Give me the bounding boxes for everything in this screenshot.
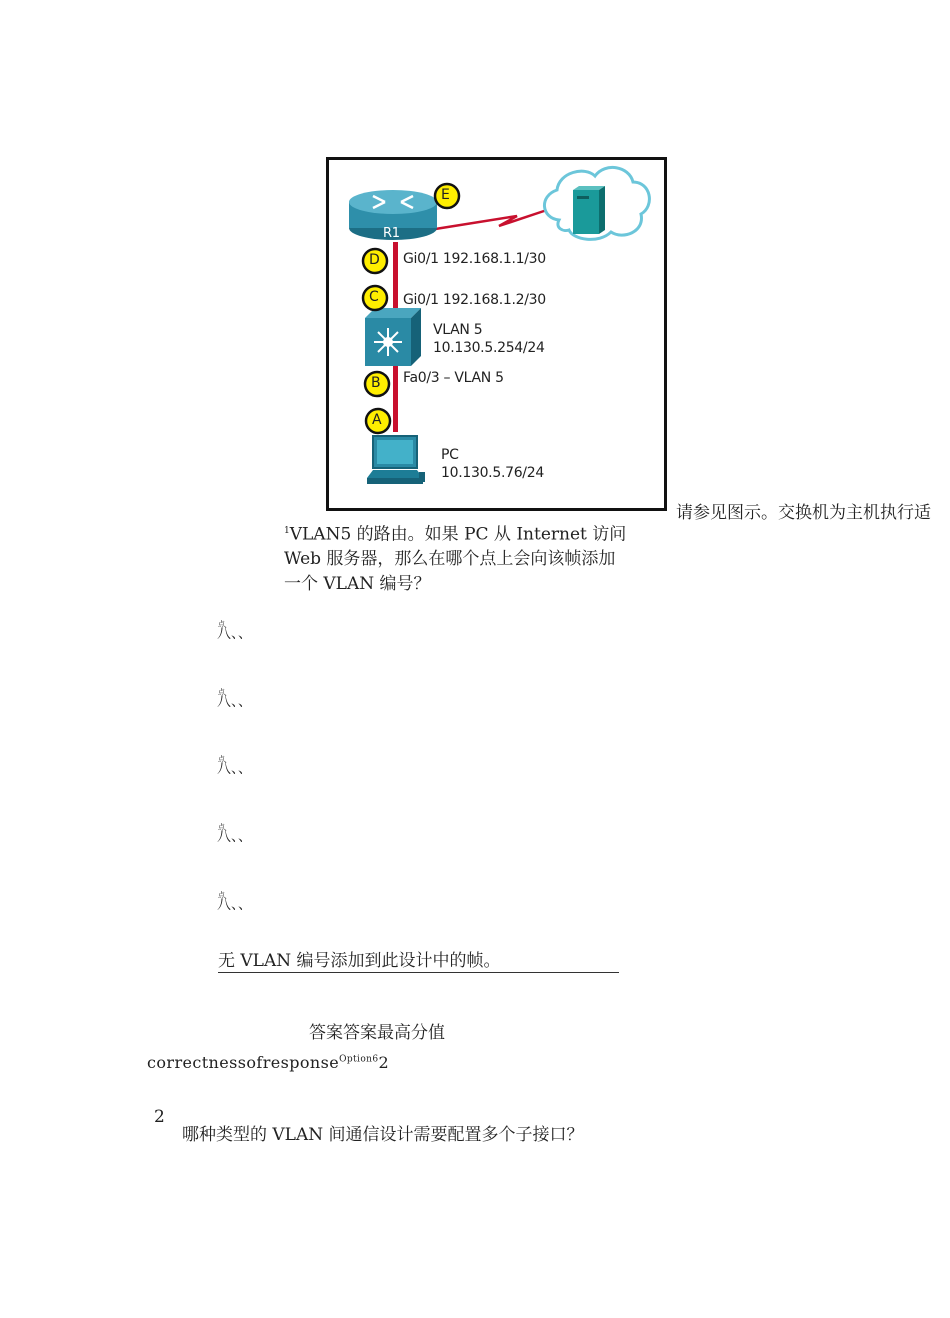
correctness-score: 2 — [378, 1053, 390, 1072]
switch-icon — [365, 308, 421, 366]
correctness-line — [147, 1053, 389, 1072]
question2-number: 2 — [154, 1107, 165, 1127]
router-name: R1 — [383, 226, 400, 241]
point-b-letter: B — [371, 375, 381, 391]
label-d: Gi0/1 192.168.1.1/30 — [403, 251, 546, 267]
question1-text: VLAN5 的路由。如果 PC 从 Internet 访问 Web 服务器，那么在哪个点上会向该帧添加一个 VLAN 编号？ — [284, 524, 627, 594]
network-figure — [326, 157, 667, 511]
label-c: Gi0/1 192.168.1.2/30 — [403, 292, 546, 308]
correctness-option: Option6 — [339, 1054, 379, 1065]
option-2[interactable] — [217, 688, 252, 708]
option-text: 八、、 — [217, 897, 252, 913]
pc-ip: 10.130.5.76/24 — [441, 465, 544, 481]
option-text: 八、、 — [217, 626, 252, 642]
option-small-mark: 点 — [218, 755, 225, 763]
switch-vlan: VLAN 5 — [433, 322, 483, 338]
question1-lead: 请参见图示。交换机为主机执行适 — [676, 503, 931, 523]
option-6[interactable]: 无 VLAN 编号添加到此设计中的帧。 — [218, 946, 619, 973]
correctness-text: correctnessofresponse — [147, 1053, 340, 1072]
option-small-mark: 点 — [218, 620, 225, 628]
pc-name: PC — [441, 447, 459, 463]
option-small-mark: 点 — [218, 688, 225, 696]
point-a-letter: A — [372, 412, 382, 428]
pc-icon — [367, 436, 425, 484]
answer-header: 答案答案最高分值 — [309, 1023, 445, 1043]
topology-diagram — [329, 160, 664, 508]
point-c-letter: C — [369, 289, 379, 305]
switch-ip: 10.130.5.254/24 — [433, 340, 545, 356]
option-small-mark: 点 — [218, 891, 225, 899]
option-text: 八、、 — [217, 761, 252, 777]
question1-body — [284, 519, 629, 596]
serial-link — [429, 210, 547, 230]
option-text: 八、、 — [217, 694, 252, 710]
option-1[interactable] — [217, 620, 252, 640]
option-small-mark: 点 — [218, 823, 225, 831]
option-4[interactable] — [217, 823, 252, 843]
question1-sup: 1 — [284, 526, 290, 536]
option-5[interactable] — [217, 891, 252, 911]
point-d-letter: D — [369, 252, 380, 268]
label-b: Fa0/3 – VLAN 5 — [403, 370, 504, 386]
option-3[interactable] — [217, 755, 252, 775]
server-icon — [573, 186, 605, 234]
question2-text: 哪种类型的 VLAN 间通信设计需要配置多个子接口？ — [182, 1125, 584, 1145]
point-e-letter: E — [441, 187, 450, 203]
option-text: 八、、 — [217, 829, 252, 845]
